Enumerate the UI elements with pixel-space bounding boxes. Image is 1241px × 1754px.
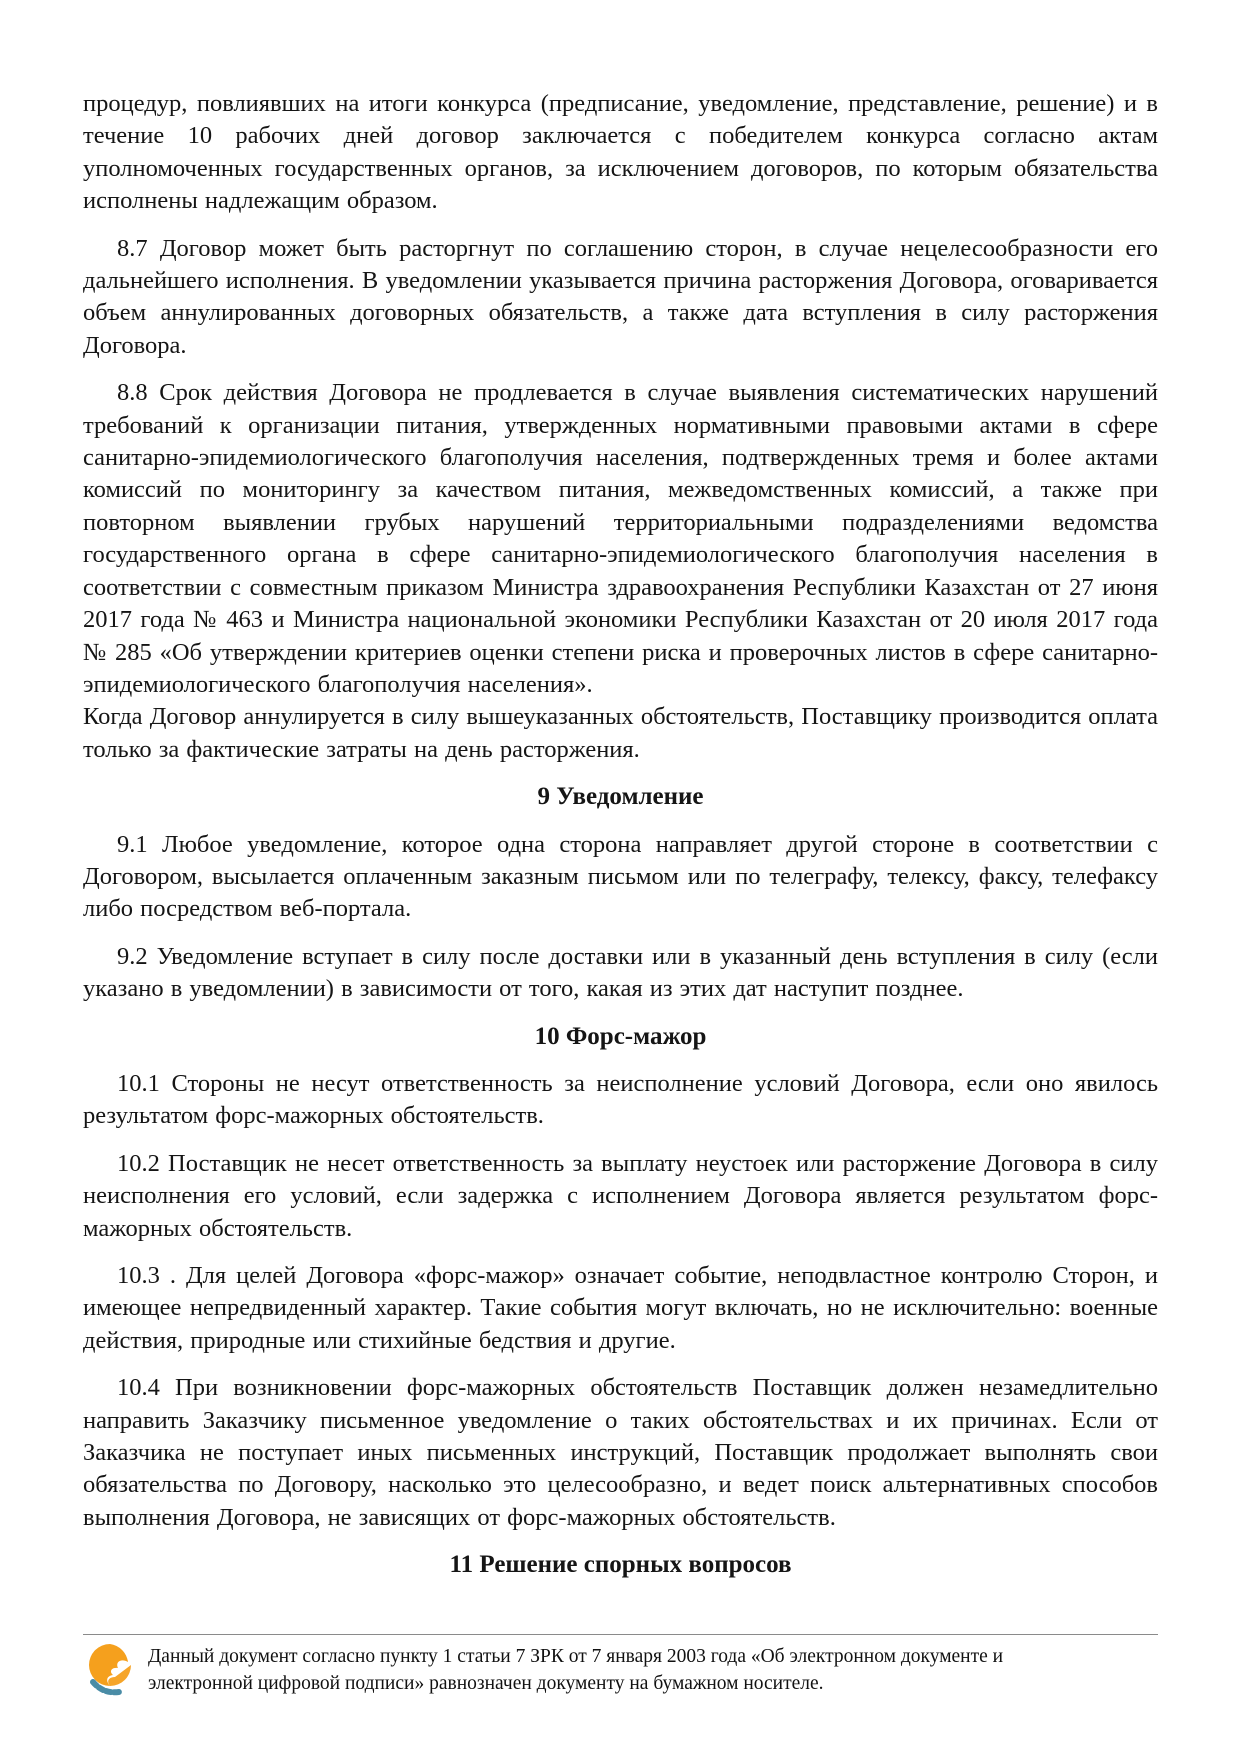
para-10-3: 10.3 . Для целей Договора «форс-мажор» означает событие, неподвластное контролю Сторон, и имеющее непредвиденный характер. Такие события могут включать, но не исключительно: военные действия, природные или стихийные бедствия и другие. bbox=[83, 1262, 1158, 1354]
heading-section-11: 11 Решение спорных вопросов bbox=[449, 1551, 792, 1579]
heading-section-10: 10 Форс-мажор bbox=[534, 1022, 707, 1050]
para-continuation: процедур, повлиявших на итоги конкурса (предписание, уведомление, представление, решение) и в течение 10 рабочих дней договор заключается с победителем конкурса согласно актам уполномоченных государственных органов, за исключением договоров, по которым обязательства исполнены надлежащим образом. bbox=[83, 90, 1158, 215]
para-9-2: 9.2 Уведомление вступает в силу после доставки или в указанный день вступления в силу (если указано в уведомлении) в зависимости от того, какая из этих дат наступит позднее. bbox=[83, 942, 1158, 1003]
para-10-4: 10.4 При возникновении форс-мажорных обстоятельств Поставщик должен незамедлительно направить Заказчику письменное уведомление о таких обстоятельствах и их причинах. Если от Заказчика не поступает иных письменных инструкций, Поставщик продолжает выполнять свои обязательства по Договору, насколько это целесообразно, и ведет поиск альтернативных способов выполнения Договора, не зависящих от форс-мажорных обстоятельств. bbox=[83, 1374, 1158, 1531]
heading-section-9: 9 Уведомление bbox=[537, 783, 704, 811]
footer bbox=[83, 1634, 1158, 1754]
para-8-8: 8.8 Срок действия Договора не продлевается в случае выявления систематических нарушений требований к организации питания, утвержденных нормативными правовыми актами в сфере санитарно-эпидемиологического благополучия населения, подтвержденных тремя и более актами комиссий по мониторингу за качеством питания, межведомственных комиссий, а также при повторном выявлении грубых нарушений территориальными подразделениями ведомства государственного органа в сфере санитарно-эпидемиологического благополучия населения в соответствии с совместным приказом Министра здравоохранения Республики Казахстан от 27 июня 2017 года № 463 и Министра национальной экономики Республики Казахстан от 20 июля 2017 года № 285 «Об утверждении критериев оценки степени риска и проверочных листов в сфере санитарно-эпидемиологического благополучия населения». bbox=[83, 379, 1158, 698]
document-body bbox=[83, 88, 1158, 1597]
para-10-1: 10.1 Стороны не несут ответственность за неисполнение условий Договора, если оно явилось результатом форс-мажорных обстоятельств. bbox=[83, 1069, 1158, 1130]
para-8-7: 8.7 Договор может быть расторгнут по соглашению сторон, в случае нецелесообразности его дальнейшего исполнения. В уведомлении указывается причина расторжения Договора, оговаривается объем аннулированных договорных обязательств, а также дата вступления в силу расторжения Договора. bbox=[83, 234, 1158, 359]
para-9-1: 9.1 Любое уведомление, которое одна сторона направляет другой стороне в соответствии с Договором, высылается оплаченным заказным письмом или по телеграфу, телексу, факсу, телефаксу либо посредством веб-портала. bbox=[83, 830, 1158, 923]
para-annulment-note: Когда Договор аннулируется в силу вышеуказанных обстоятельств, Поставщику производится оплата только за фактические затраты на день расторжения. bbox=[83, 703, 1158, 763]
para-10-2: 10.2 Поставщик не несет ответственность за выплату неустоек или расторжение Договора в силу неисполнения его условий, если задержка с исполнением Договора является результатом форс-мажорных обстоятельств. bbox=[83, 1149, 1158, 1242]
egov-portal-logo-icon bbox=[85, 1642, 135, 1698]
footer-note: Данный документ согласно пункту 1 статьи 7 ЗРК от 7 января 2003 года «Об электронном документе и электронной цифровой подписи» равнозначен документу на бумажном носителе. bbox=[148, 1646, 1004, 1694]
